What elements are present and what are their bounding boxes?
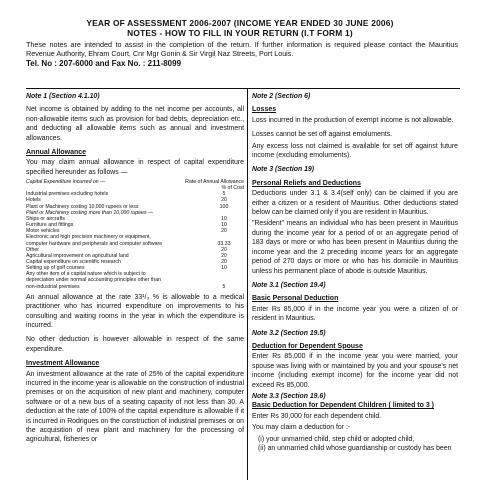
page-header xyxy=(0,0,480,38)
table-cell-item: Plant or Machinery costing more than 10,000 rupees — xyxy=(26,209,154,216)
table-cell-item: Other xyxy=(26,246,39,253)
note-3-3-heading: Note 3.3 (Section 19.6) xyxy=(252,392,326,400)
note-3-1-heading: Note 3.1 (Section 19.4) xyxy=(252,281,326,289)
investment-allowance-heading: Investment Allowance xyxy=(26,360,100,368)
table-cell-item: Ships or aircrafts xyxy=(26,215,65,222)
column-divider xyxy=(247,88,248,480)
allowance-table xyxy=(26,191,244,290)
no-other-deduction-paragraph: No other deduction is however allowable in respect of the same expenditure. xyxy=(26,336,244,353)
table-cell-item: Furniture and fittings xyxy=(26,222,74,229)
note-2-heading: Note 2 (Section 6) xyxy=(252,93,311,100)
table-cell-rate: 5 xyxy=(222,191,226,198)
table-header-expenditure: Capital Expenditure incurred on — xyxy=(26,179,106,186)
dependent-children-item-2: (ii) an unmarried child whose guardianship or custody has been xyxy=(258,445,452,452)
dependent-children-item-1: (i) your unmarried child, step child or adopted child, xyxy=(258,435,415,443)
table-cell-rate: 33.33 xyxy=(217,240,231,247)
net-income-paragraph: Net income is obtained by adding to the net income per accounts, all non-allowable items such as provision for bad debts, depreciation etc., and deducting all allowable items such as annual and investment allowances. xyxy=(26,106,244,142)
table-cell-item: Setting up of golf courses xyxy=(26,265,85,272)
table-cell-rate: 20 xyxy=(221,246,227,253)
table-cell-rate: 20 xyxy=(221,197,227,204)
dependent-children-claim-text: You may claim a deduction for :- xyxy=(252,424,351,432)
dependent-spouse-heading: Deduction for Dependent Spouse xyxy=(252,342,363,350)
header-divider xyxy=(26,88,460,89)
table-header-rate: Rate of Annual Allowance % of Cost xyxy=(185,179,244,192)
table-cell-rate: 20 xyxy=(221,258,227,265)
table-cell-item: Industrial premises excluding hotels xyxy=(26,191,109,198)
table-row xyxy=(26,284,244,290)
table-cell-item: computer hardware and peripherals and computer software xyxy=(26,240,163,247)
note-3-2-heading: Note 3.2 (Section 19.5) xyxy=(252,329,326,337)
basic-personal-deduction-paragraph: Enter Rs 85,000 if in the income year you were a citizen of or resident in Mauritius. xyxy=(252,305,458,323)
medical-allowance-paragraph: An annual allowance at the rate 33¹/₃ % is allowable to a medical practitioner who has incurred expenditure on improvements to his consulting and waiting rooms in the year in which the expenditure is incurred. xyxy=(26,293,244,329)
personal-reliefs-paragraph-1: Deductions under 3.1 & 3.4(self only) can be claimed if you are either a citizen or a resident of Mauritius. Other deductions stated below can be claimed only if you are resident in Mauritius. xyxy=(252,190,458,217)
table-cell-rate: 5 xyxy=(222,283,226,290)
table-cell-rate: 10 xyxy=(221,222,227,229)
table-cell-item: depreciation under normal accounting principles other than xyxy=(26,277,161,284)
annual-allowance-heading: Annual Allowance xyxy=(26,149,87,157)
losses-paragraph-2: Losses cannot be set off against emoluments. xyxy=(252,131,393,139)
intro-text: These notes are intended to assist in the completion of the return. If further information is required please contact the Mauritius Revenue Authority, Ehram Court, Cnr Mgr Gonin & Sir Virgil Naz Streets, Port Louis. xyxy=(26,40,458,59)
dependent-children-paragraph: Enter Rs 30,000 for each dependent child. xyxy=(252,412,382,420)
page-subtitle: NOTES - HOW TO FILL IN YOUR RETURN (I.T FORM 1) xyxy=(127,28,353,38)
investment-allowance-paragraph: An investment allowance at the rate of 25% of the capital expenditure incurred in the income year is allowable on the construction of industrial premises or on the acquisition of new plant and machinery, computer software or of a new bus of a seating capacity of not less than 30. A deduction at the rate of 100% of the capital expenditure is allowable if it is incurred in Rodrigues on the construction of industrial premises or on the acquisition of new plant and machinery for the processing of agricultural, fisheries or xyxy=(26,370,244,444)
dependent-spouse-paragraph: Enter Rs 85,000 if in the income year you were married, your spouse was living with or maintained by you and your spouse's net income (including exempt income) for the income year did not exceed Rs 85,000. xyxy=(252,353,458,389)
losses-paragraph-3: Any excess loss not claimed is available for set off against future income (excluding emoluments). xyxy=(252,142,458,160)
table-cell-item: Any other item of a capital nature which is subject to xyxy=(26,271,146,278)
contact-numbers: Tel. No : 207-6000 and Fax No. : 211-8099 xyxy=(26,58,182,68)
table-cell-rate: 100 xyxy=(219,203,229,210)
table-cell-rate: 20 xyxy=(221,252,227,259)
page-title: YEAR OF ASSESSMENT 2006-2007 (INCOME YEAR ENDED 30 JUNE 2006) xyxy=(86,18,394,28)
table-cell-item: Electronic and high precision machinery or equipment, xyxy=(26,234,151,241)
table-cell-item: Plant or Machinery costing 10,000 rupees or less xyxy=(26,203,139,210)
resident-definition-paragraph: "Resident" means an individual who has been present in Mauritius during the income year for a period of or an aggregate period of 183 days or more or who has been present in Mauritius during the income year and the 2 preceding income years for an aggregate period of 270 days or more or who has his domicile in Mauritius unless his permanent place of abode is outside Mauritius. xyxy=(252,220,458,275)
table-cell-item: Agricultural improvement on agricultural land xyxy=(26,252,129,259)
left-column xyxy=(26,90,244,450)
table-cell-rate: 10 xyxy=(221,215,227,222)
table-cell-item: non-industrial premises xyxy=(26,283,80,290)
basic-personal-deduction-heading: Basic Personal Deduction xyxy=(252,295,339,303)
personal-reliefs-heading: Personal Reliefs and Deductions xyxy=(252,179,361,187)
losses-paragraph-1: Loss incurred in the production of exempt income is not allowable. xyxy=(252,116,454,124)
annual-allowance-intro: You may claim annual allowance in respect of capital expenditure specified hereunder as follows — xyxy=(26,159,244,176)
note-1-heading: Note 1 (Section 4.1.10) xyxy=(26,93,100,100)
table-cell-rate: 10 xyxy=(221,265,227,272)
table-cell-item: Capital expenditure on scientific research xyxy=(26,258,121,265)
table-cell-item: Motor vehicles xyxy=(26,228,60,235)
losses-heading: Losses xyxy=(252,106,277,114)
right-column xyxy=(252,90,458,453)
allowance-table-header xyxy=(26,179,244,191)
note-3-heading: Note 3 (Section 19) xyxy=(252,166,315,174)
dependent-children-heading: Basic Deduction for Dependent Children ( limited to 3 ) xyxy=(252,402,435,410)
table-cell-rate: 20 xyxy=(221,228,227,235)
table-cell-item: Hotels xyxy=(26,197,41,204)
